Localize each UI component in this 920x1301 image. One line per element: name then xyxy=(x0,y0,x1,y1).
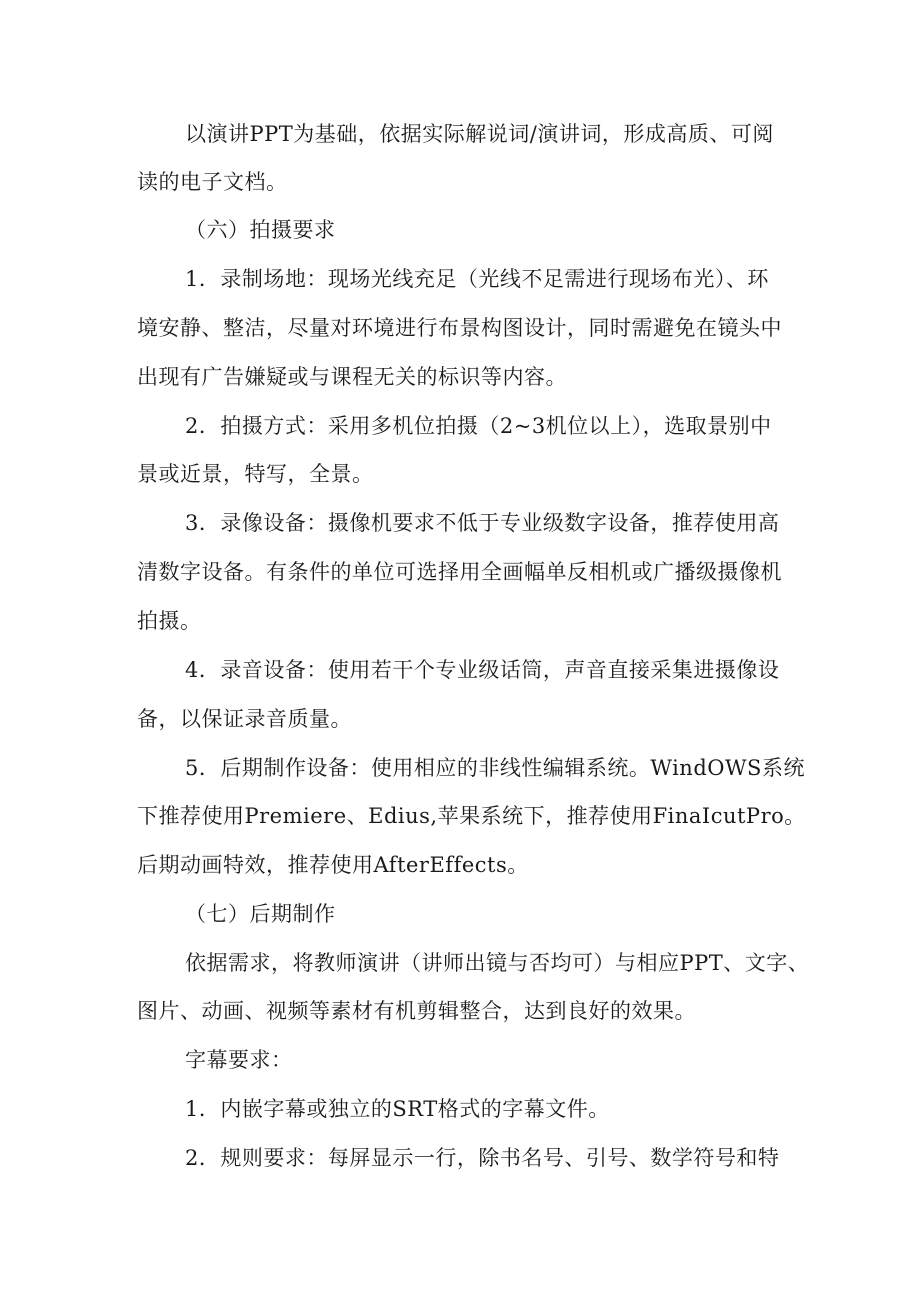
text-line: 4．录音设备：使用若干个专业级话筒，声音直接采集进摄像设 xyxy=(185,658,780,682)
text-line: 5．后期制作设备：使用相应的非线性编辑系统。WindOWS系统 xyxy=(185,756,805,780)
text-line: 以演讲PPT为基础，依据实际解说词/演讲词，形成高质、可阅 xyxy=(185,122,774,146)
text-line: 景或近景，特写，全景。 xyxy=(137,462,374,486)
text-line: 读的电子文档。 xyxy=(137,170,288,194)
section-heading: （六）拍摄要求 xyxy=(185,218,336,242)
text-line: 备，以保证录音质量。 xyxy=(137,707,352,731)
text-line: 清数字设备。有条件的单位可选择用全画幅单反相机或广播级摄像机 xyxy=(137,560,782,584)
text-line: 下推荐使用Premiere、Edius,苹果系统下，推荐使用FinaIcutPro。 xyxy=(137,804,806,828)
text-line: 字幕要求： xyxy=(185,1048,293,1072)
text-line: 1．录制场地：现场光线充足（光线不足需进行现场布光）、环 xyxy=(185,267,769,291)
text-line: 拍摄。 xyxy=(137,609,202,633)
text-line: 1．内嵌字幕或独立的SRT格式的字幕文件。 xyxy=(185,1097,610,1121)
text-line: 图片、动画、视频等素材有机剪辑整合，达到良好的效果。 xyxy=(137,999,696,1023)
text-line: 出现有广告嫌疑或与课程无关的标识等内容。 xyxy=(137,365,567,389)
text-line: 依据需求，将教师演讲（讲师出镜与否均可）与相应PPT、文字、 xyxy=(185,951,810,975)
text-line: 后期动画特效，推荐使用AfterEffects。 xyxy=(137,853,529,877)
text-line: 2．拍摄方式：采用多机位拍摄（2~3机位以上），选取景别中 xyxy=(185,414,772,438)
text-line: 2．规则要求：每屏显示一行，除书名号、引号、数学符号和特 xyxy=(185,1146,780,1170)
text-line: 3．录像设备：摄像机要求不低于专业级数字设备，推荐使用高 xyxy=(185,511,780,535)
section-heading: （七）后期制作 xyxy=(185,902,336,926)
text-line: 境安静、整洁，尽量对环境进行布景构图设计，同时需避免在镜头中 xyxy=(137,316,782,340)
